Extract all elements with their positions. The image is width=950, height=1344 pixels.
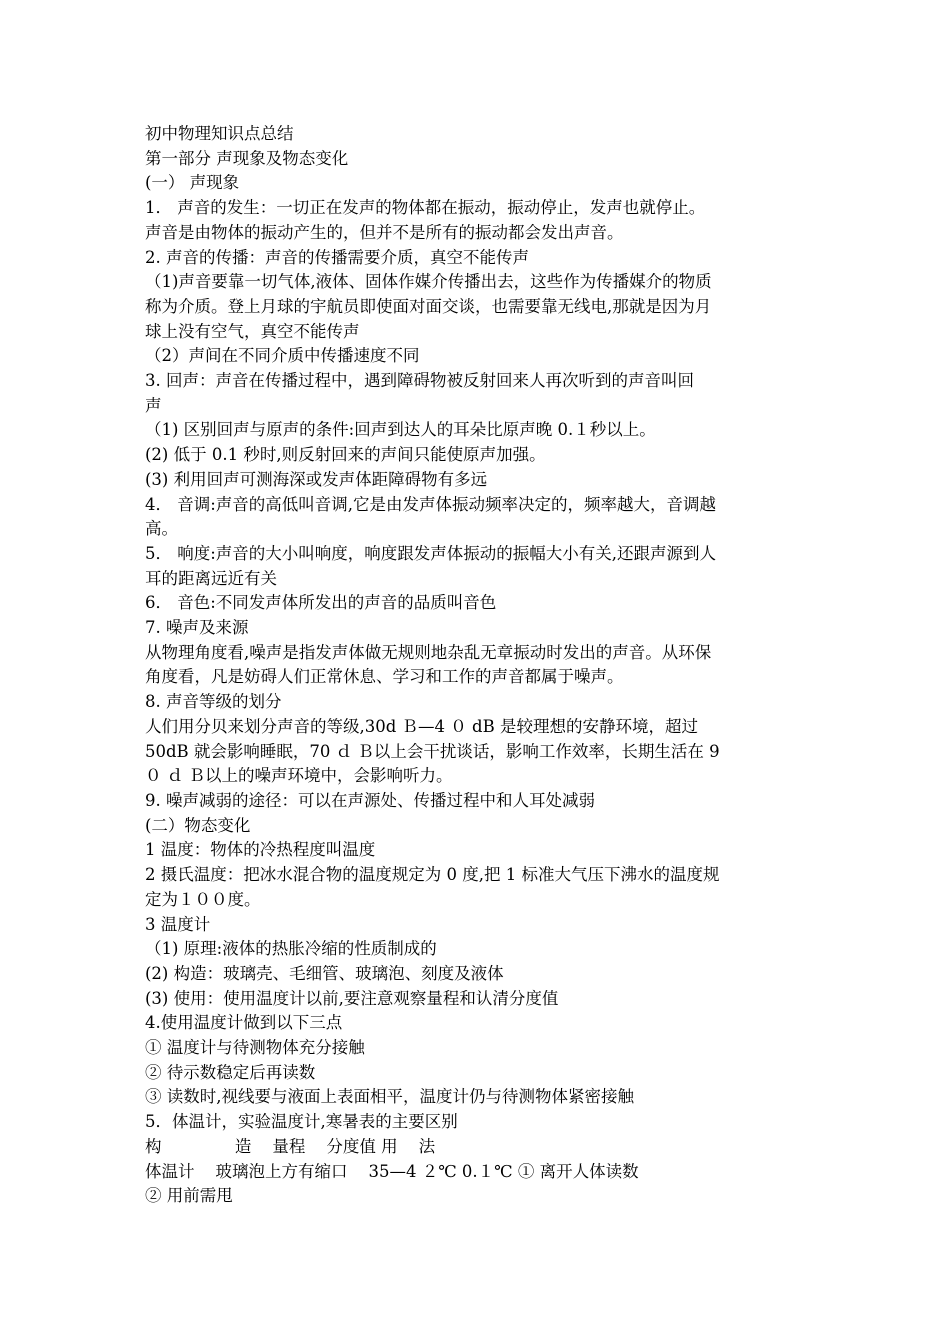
text-line: 高。 (145, 519, 178, 539)
table-row-line: 体温计 玻璃泡上方有缩口 35—4 ２℃ 0.１℃ ① 离开人体读数 (145, 1161, 639, 1181)
text-line: 50dB 就会影响睡眠，70 ｄ Ｂ以上会干扰谈话，影响工作效率，长期生活在 9 (145, 741, 720, 761)
text-line: 5． 响度:声音的大小叫响度，响度跟发声体振动的振幅大小有关,还跟声源到人 (145, 543, 717, 563)
text-line: 人们用分贝来划分声音的等级,30d Ｂ—4 ０ dB 是较理想的安静环境，超过 (145, 716, 698, 736)
section-heading-state-change: (二）物态变化 (145, 815, 251, 835)
text-line: 1． 声音的发生：一切正在发声的物体都在振动，振动停止，发声也就停止。 (145, 198, 706, 218)
text-line: 9. 噪声减弱的途径：可以在声源处、传播过程中和人耳处减弱 (145, 790, 595, 810)
text-line: 从物理角度看,噪声是指发声体做无规则地杂乱无章振动时发出的声音。从环保 (145, 642, 712, 662)
text-line: ０ ｄ Ｂ以上的噪声环境中，会影响听力。 (145, 766, 453, 786)
text-line: ② 待示数稳定后再读数 (145, 1062, 316, 1082)
text-line: 耳的距离远近有关 (145, 568, 277, 588)
document-body (145, 122, 810, 1209)
doc-title: 初中物理知识点总结 (145, 124, 294, 143)
text-line: ③ 读数时,视线要与液面上表面相平，温度计仍与待测物体紧密接触 (145, 1087, 634, 1107)
text-line: 声音是由物体的振动产生的，但并不是所有的振动都会发出声音。 (145, 222, 624, 242)
text-line: 1 温度：物体的冷热程度叫温度 (145, 840, 376, 860)
text-line: 3 温度计 (145, 914, 211, 934)
text-line: 4． 音调:声音的高低叫音调,它是由发声体振动频率决定的，频率越大，音调越 (145, 494, 717, 514)
text-line: 球上没有空气，真空不能传声 (145, 321, 360, 341)
table-header-line: 构 造 量程 分度值 用 法 (145, 1136, 436, 1156)
text-line: 6． 音色:不同发声体所发出的声音的品质叫音色 (145, 593, 497, 613)
text-line: 角度看，凡是妨碍人们正常休息、学习和工作的声音都属于噪声。 (145, 667, 624, 687)
text-line: 2. 声音的传播：声音的传播需要介质，真空不能传声 (145, 247, 529, 267)
text-line: 声 (145, 395, 162, 415)
text-line: 7. 噪声及来源 (145, 618, 249, 638)
text-line: (2) 构造：玻璃壳、毛细管、玻璃泡、刻度及液体 (145, 963, 504, 983)
text-line: 定为１００度。 (145, 889, 261, 909)
text-line: (3) 利用回声可测海深或发声体距障碍物有多远 (145, 469, 488, 489)
text-line: ② 用前需甩 (145, 1186, 233, 1206)
text-line: (2) 低于 0.1 秒时,则反射回来的声间只能使原声加强。 (145, 445, 546, 465)
text-line: (3) 使用：使用温度计以前,要注意观察量程和认清分度值 (145, 988, 559, 1008)
text-line: 4.使用温度计做到以下三点 (145, 1013, 343, 1033)
text-line: 3. 回声：声音在传播过程中，遇到障碍物被反射回来人再次听到的声音叫回 (145, 371, 694, 391)
text-line: 5．体温计，实验温度计,寒暑表的主要区别 (145, 1112, 458, 1132)
text-line: ① 温度计与待测物体充分接触 (145, 1038, 365, 1058)
text-line: （1) 原理:液体的热胀冷缩的性质制成的 (145, 939, 437, 959)
text-line: （2）声间在不同介质中传播速度不同 (145, 346, 420, 366)
text-line: 8. 声音等级的划分 (145, 692, 282, 712)
text-line: 称为介质。登上月球的宇航员即使面对面交谈，也需要靠无线电,那就是因为月 (145, 296, 712, 316)
section-heading-sound: (一） 声现象 (145, 173, 240, 193)
text-line: （1) 区别回声与原声的条件:回声到达人的耳朵比原声晚 0.１秒以上。 (145, 420, 656, 440)
part-heading: 第一部分 声现象及物态变化 (145, 148, 349, 168)
text-line: （1)声音要靠一切气体,液体、固体作媒介传播出去，这些作为传播媒介的物质 (145, 272, 712, 292)
text-line: 2 摄氏温度：把冰水混合物的温度规定为 0 度,把 1 标准大气压下沸水的温度规 (145, 865, 720, 885)
